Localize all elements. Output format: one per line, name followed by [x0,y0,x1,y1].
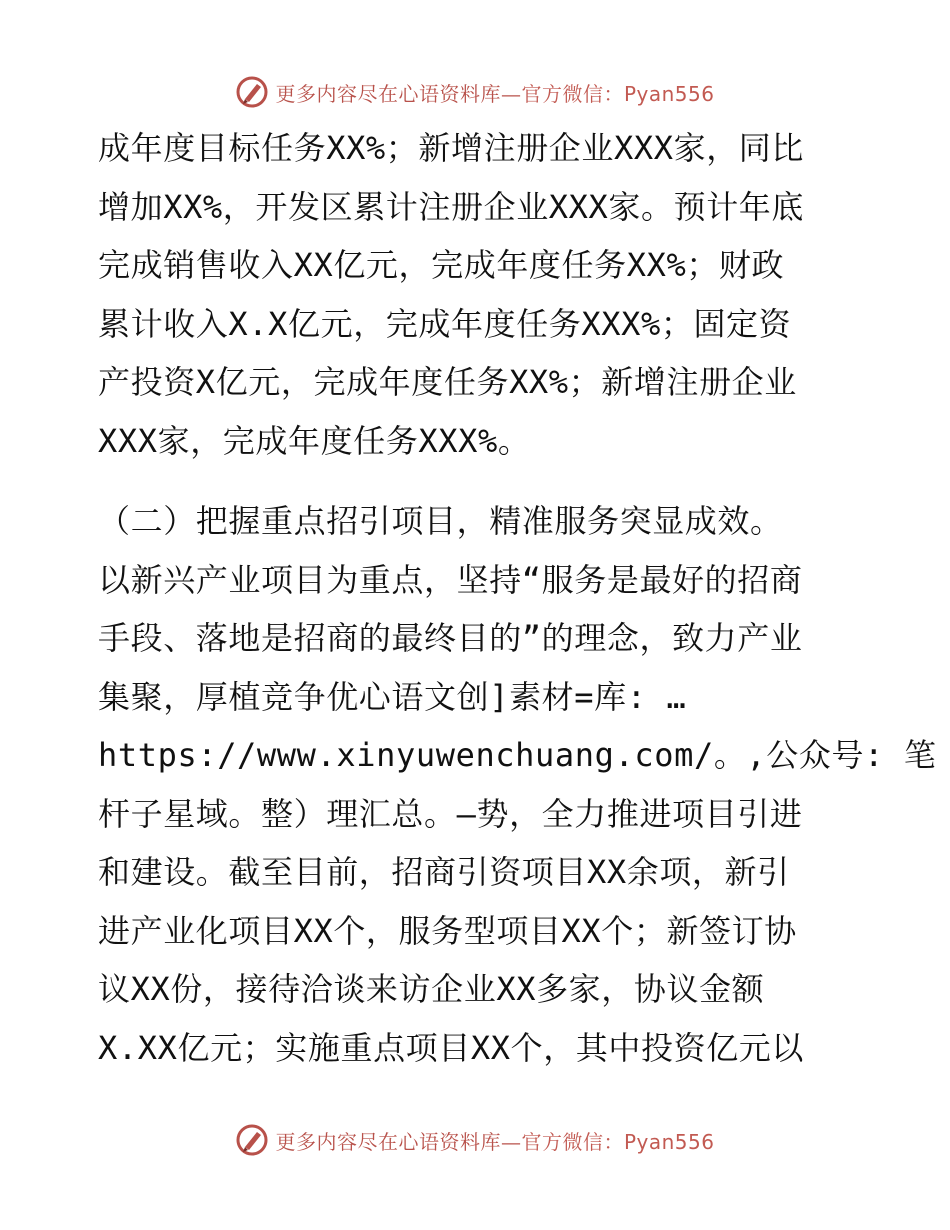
section-heading: （二）把握重点招引项目，精准服务突显成效。 [98,502,783,540]
header-banner [0,72,950,112]
text-line: 集聚，厚植竞争优心语文创]素材=库: … [98,677,687,716]
text-line: 议XX份，接待洽谈来访企业XX多家，协议金额 [98,970,765,1008]
header-banner-title: 更多内容尽在心语资料库 [275,81,501,106]
text-line: 手段、落地是招商的最终目的”的理念，致力产业 [98,619,803,657]
text-line: 和建设。截至目前，招商引资项目XX余项，新引 [98,853,790,891]
text-line: XXX家，完成年度任务XXX%。 [98,421,531,460]
document-body [98,119,937,1077]
text-line: 成年度目标任务XX%；新增注册企业XXX家，同比 [98,129,804,167]
text-line: 杆子星域。整）理汇总。—势，全力推进项目引进 [98,794,803,833]
paragraph-2 [98,492,937,1077]
paragraph-1 [98,119,858,470]
footer-banner-text [275,1126,714,1155]
footer-banner [0,1120,950,1160]
header-banner-dash: — [500,81,522,106]
footer-banner-title: 更多内容尽在心语资料库 [275,1129,501,1154]
header-wechat-text: 官方微信：Pyan556 [521,81,715,106]
footer-wechat-text: 官方微信：Pyan556 [521,1129,715,1154]
pen-logo-icon [235,1123,269,1157]
header-banner-text [275,78,714,107]
text-line: 完成销售收入XX亿元，完成年度任务XX%；财政 [98,246,785,284]
text-line: 以新兴产业项目为重点，坚持“服务是最好的招商 [98,560,803,599]
footer-banner-dash: — [500,1129,522,1154]
text-line: X.XX亿元；实施重点项目XX个，其中投资亿元以 [98,1028,804,1067]
text-line: 增加XX%，开发区累计注册企业XXX家。预计年底 [98,187,804,226]
text-line: https://www.xinyuwenchuang.com/。,公众号: 笔 [98,736,937,774]
pen-logo-icon [235,75,269,109]
text-line: 累计收入X.X亿元，完成年度任务XXX%；固定资 [98,304,792,343]
text-line: 产投资X亿元，完成年度任务XX%；新增注册企业 [98,363,797,401]
text-line: 进产业化项目XX个，服务型项目XX个；新签订协 [98,911,797,950]
